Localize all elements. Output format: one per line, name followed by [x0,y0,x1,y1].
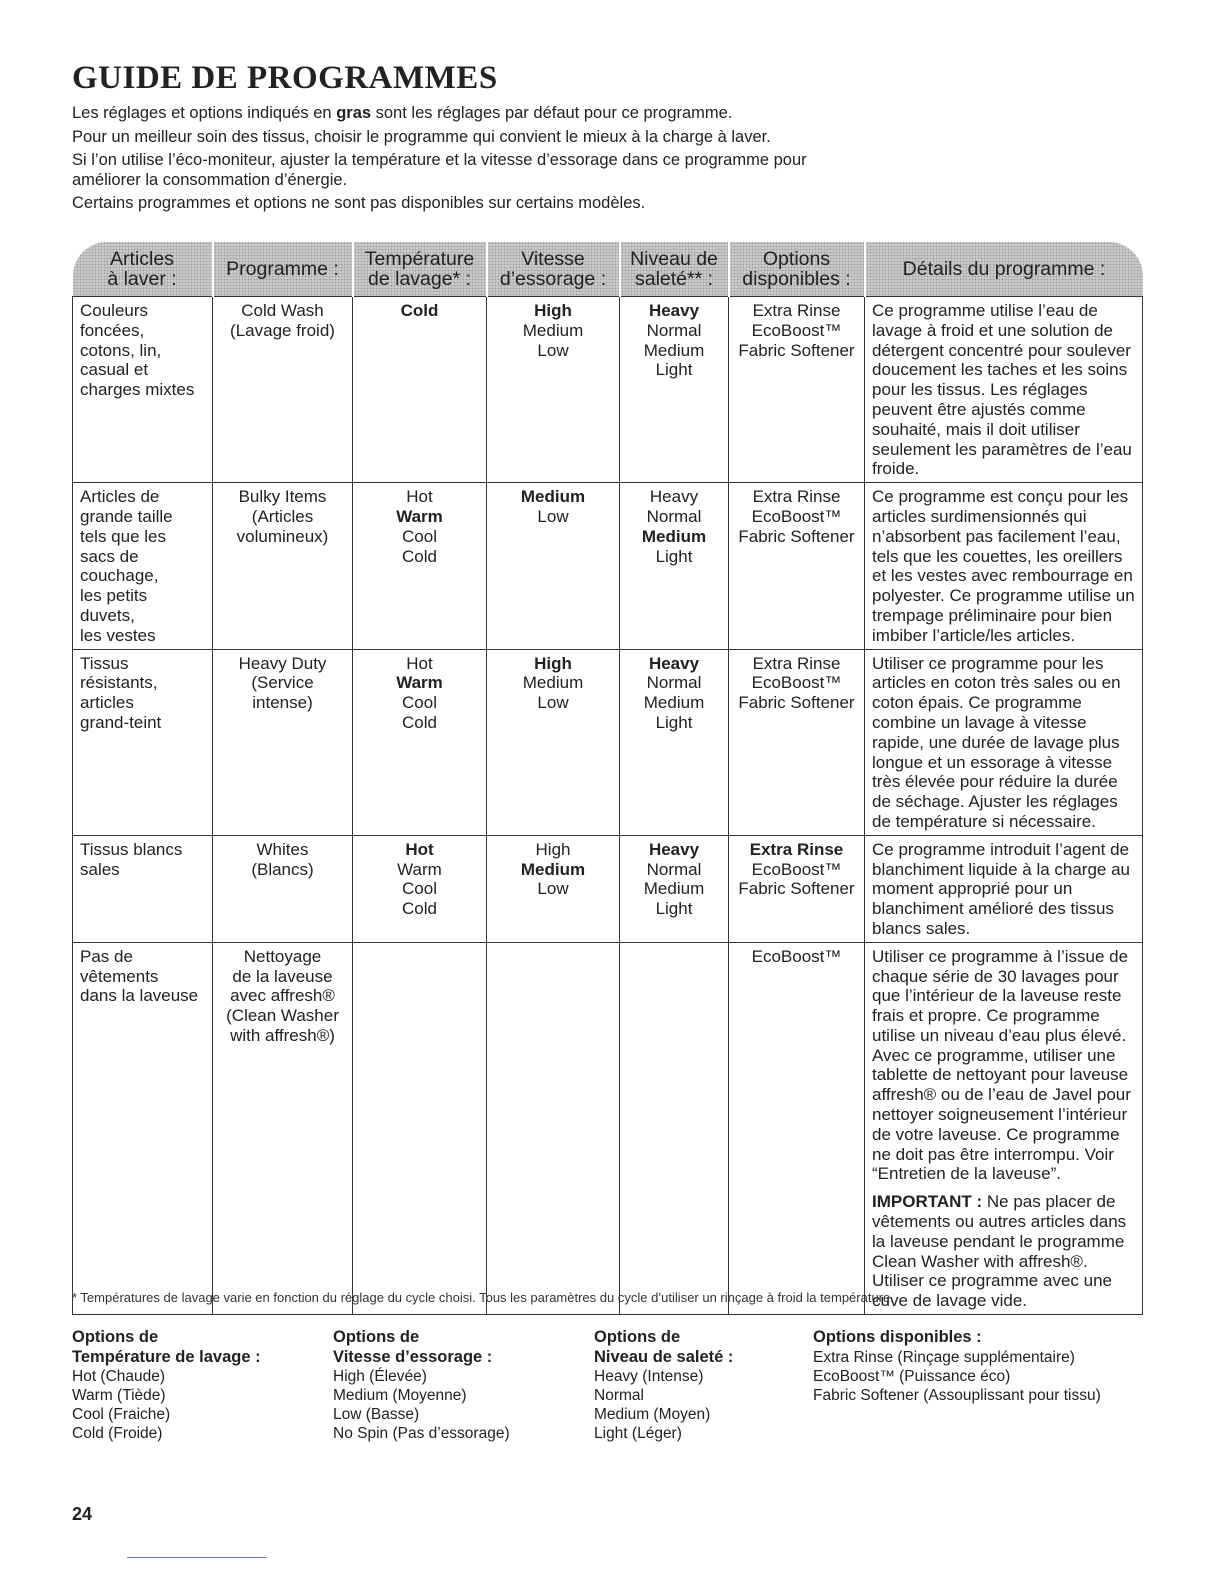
soil-value: Normal [646,320,702,340]
legend-soil-options [594,1328,733,1443]
column-header-line: Détails du programme : [902,258,1106,280]
column-header-line: de lavage* : [368,268,471,290]
table-row [73,483,1143,649]
cell-details [865,835,1143,942]
cell-details [865,942,1143,1314]
cell-programme [213,483,353,649]
soil-value: Light [655,899,693,919]
spin-value: Low [537,879,569,899]
intro-paragraphs [72,104,872,218]
programme-line: (Lavage froid) [230,320,335,340]
details-text: Ce programme introduit l’agent de blanchiment liquide à la charge au moment approprié pour un blanchiment amélioré des tissus blancs sales. [872,839,1131,938]
temperature-value: Warm [396,673,443,693]
option-value: Fabric Softener [738,879,855,899]
articles-line: Tissus blancs [80,839,183,859]
cell-articles [73,649,213,835]
cell-temperature [353,649,487,835]
cell-spin-speed [487,942,620,1314]
programme-table [72,242,1143,1315]
legend-item: Normal [594,1387,644,1404]
table-header-row [73,242,1143,297]
articles-line: vêtements [80,966,159,986]
programme-line: Nettoyage [243,946,322,966]
articles-line: couchage, [80,566,159,586]
important-label: IMPORTANT : [872,1192,983,1212]
column-header [73,242,213,297]
option-value: Extra Rinse [749,839,844,859]
spin-value: Medium [522,320,584,340]
temperature-value: Warm [396,506,443,526]
spin-value: Low [537,340,569,360]
cell-programme [213,297,353,483]
soil-value: Normal [646,859,702,879]
cell-spin-speed [487,483,620,649]
legend-item: High (Élevée) [333,1368,427,1385]
legend-heading-line: Niveau de saleté : [594,1347,734,1366]
column-header-line: Température [364,248,475,270]
legend-item: Cold (Froide) [72,1425,163,1442]
articles-line: dans la laveuse [80,986,199,1006]
spin-value: High [534,301,572,320]
articles-line: Pas de [80,946,133,966]
column-header [729,242,865,297]
programme-line: Heavy Duty [238,653,327,673]
articles-line: grande taille [80,506,173,526]
option-value: Extra Rinse [752,301,841,320]
soil-value: Medium [643,340,705,360]
articles-line: Tissus [80,653,129,673]
legend-item: Medium (Moyenne) [333,1387,467,1404]
legend-item: Hot (Chaude) [72,1368,166,1385]
cell-details [865,483,1143,649]
temperature-value: Hot [406,653,433,673]
temperature-value: Cold [400,301,439,320]
legend-heading-line: Options de [333,1328,420,1346]
option-value: Fabric Softener [738,693,855,713]
articles-line: grand-teint [80,712,162,732]
spin-value: Medium [522,673,584,693]
articles-line: charges mixtes [80,380,195,400]
articles-line: cotons, lin, [80,340,162,360]
programme-line: with affresh®) [230,1025,335,1045]
cell-articles [73,835,213,942]
cell-options [729,942,865,1314]
legend-item: Fabric Softener (Assouplissant pour tissu) [813,1386,1101,1404]
soil-value: Light [655,546,693,566]
soil-value: Medium [643,879,705,899]
column-header-line: saleté** : [634,268,714,290]
cell-soil-level [620,649,729,835]
option-value: Extra Rinse [752,653,841,673]
column-header-line: Vitesse [521,248,585,270]
legend-spin-options [333,1328,510,1443]
cell-temperature [353,483,487,649]
articles-line: résistants, [80,673,158,693]
column-header-line: d’essorage : [499,268,607,290]
articles-line: les vestes [80,625,156,645]
soil-value: Normal [646,506,702,526]
legend-item: Extra Rinse (Rinçage supplémentaire) [813,1348,1075,1366]
cell-details [865,649,1143,835]
option-value: EcoBoost™ [751,506,842,526]
option-value: EcoBoost™ [751,320,842,340]
temperature-value: Warm [397,859,442,879]
soil-value: Heavy [649,487,699,507]
soil-value: Light [655,360,693,380]
column-header-line: Options [762,248,831,270]
cell-options [729,649,865,835]
programme-line: Cold Wash [241,301,324,320]
intro-line: Pour un meilleur soin des tissus, choisir le programme qui convient le mieux à la charge à laver. [72,127,771,146]
articles-line: les petits [80,586,148,606]
option-value: Extra Rinse [752,487,841,507]
articles-line: sales [80,859,120,879]
cell-spin-speed [487,649,620,835]
legend-item: Light (Léger) [594,1425,682,1442]
cell-spin-speed [487,297,620,483]
option-value: EcoBoost™ [751,673,842,693]
cell-soil-level [620,835,729,942]
intro-line: Certains programmes et options ne sont pas disponibles sur certains modèles. [72,194,646,212]
details-text: Ce programme utilise l’eau de lavage à froid et une solution de détergent concentré pour soulever doucement les taches et les soins pour les tissus. Les réglages peuvent être ajustés comme souhaité, mais il doit utiliser seulement les paramètres de l’eau froide. [872,301,1132,479]
table-row [73,835,1143,942]
column-header-line: Niveau de [630,248,718,270]
cell-articles [73,942,213,1314]
cell-soil-level [620,483,729,649]
programme-line: (Clean Washer [226,1006,339,1026]
intro-line: Les réglages et options indiqués en gras sont les réglages par défaut pour ce programme. [72,104,733,122]
soil-value: Heavy [648,301,700,320]
programme-line: (Blancs) [251,859,314,879]
articles-line: duvets, [80,605,135,625]
articles-line: sacs de [80,546,139,566]
temperature-value: Cold [402,712,437,732]
programme-line: avec affresh® [230,986,335,1006]
cell-details [865,297,1143,483]
cell-temperature [353,835,487,942]
soil-value: Heavy [648,653,700,673]
cell-options [729,297,865,483]
cell-spin-speed [487,835,620,942]
cell-programme [213,942,353,1314]
spin-value: Medium [520,487,586,507]
details-text: Ce programme est conçu pour les articles surdimensionnés qui n’absorbent pas facilement l’eau, tels que les couettes, les oreillers et les vestes avec rembourrage en polyester. Ce programme utilise un trempage préliminaire pour bien imbiber l’article/les articles. [872,487,1135,645]
legend-heading-line: Température de lavage : [72,1347,261,1366]
option-value: Fabric Softener [738,526,855,546]
important-note [872,1192,1136,1311]
temperature-value: Cold [402,899,437,919]
soil-value: Medium [641,526,707,546]
option-value: Fabric Softener [738,340,855,360]
spin-value: High [535,839,571,859]
legend-item: Cool (Fraiche) [72,1406,171,1423]
legend-item: Medium (Moyen) [594,1406,711,1423]
cell-soil-level [620,942,729,1314]
programme-line: Whites [256,839,309,859]
articles-line: foncées, [80,320,145,340]
programme-line: intense) [252,693,313,713]
table-row [73,297,1143,483]
column-header-line: Articles [110,248,174,270]
temperature-value: Cool [402,879,437,899]
cell-temperature [353,297,487,483]
spin-value: High [534,653,572,673]
articles-line: casual et [80,360,149,380]
cell-programme [213,649,353,835]
legend-item: EcoBoost™ (Puissance éco) [813,1367,1011,1385]
spin-value: Low [537,506,569,526]
table-row [73,942,1143,1314]
option-value: EcoBoost™ [751,859,842,879]
legend-item: No Spin (Pas d’essorage) [333,1425,510,1442]
cell-temperature [353,942,487,1314]
option-value: EcoBoost™ [751,946,842,966]
soil-value: Light [655,712,693,732]
column-header-line: à laver : [107,268,177,290]
page-number: 24 [72,1504,93,1524]
details-text: Utiliser ce programme à l’issue de chaque série de 30 lavages pour que l’intérieur de la laveuse reste frais et propre. Ce programme utilise un niveau d’eau plus élevé. Avec ce programme, utiliser une tablette de nettoyant pour laveuse affresh® ou de l’eau de Javel pour nettoyer soigneusement l’intérieur de votre laveuse. Ce programme ne doit pas être interrompu. Voir “Entretien de la laveuse”. [872,946,1131,1184]
temperature-value: Hot [405,839,434,859]
legend-heading-line: Options disponibles : [813,1328,982,1346]
soil-value: Normal [646,673,702,693]
soil-value: Heavy [648,839,700,859]
bottom-rule [127,1557,267,1558]
legend-temperature-options [72,1328,261,1443]
column-header [865,242,1143,297]
cell-soil-level [620,297,729,483]
soil-value: Medium [643,693,705,713]
column-header-line: disponibles : [742,268,851,290]
temperature-value: Cool [402,693,437,713]
column-header [487,242,620,297]
legend-heading-line: Vitesse d’essorage : [333,1347,493,1366]
articles-line: articles [80,693,134,713]
cell-articles [73,297,213,483]
spin-value: Low [537,693,569,713]
cell-articles [73,483,213,649]
cell-options [729,835,865,942]
footnote: * Températures de lavage varie en fonction du réglage du cycle choisi. Tous les paramètres du cycle d’utiliser un rinçage à froid la température. [72,1290,894,1305]
page-title: GUIDE DE PROGRAMMES [72,60,498,96]
column-header [353,242,487,297]
temperature-value: Cold [402,546,437,566]
legend-item: Warm (Tiède) [72,1387,166,1404]
table-body [73,297,1143,1315]
column-header [620,242,729,297]
column-header-line: Programme : [226,258,339,280]
spin-value: Medium [520,859,586,879]
legend-item: Heavy (Intense) [594,1368,704,1385]
programme-line: volumineux) [236,526,329,546]
temperature-value: Cool [402,526,437,546]
articles-line: Articles de [80,487,160,507]
legend-item: Low (Basse) [333,1406,420,1423]
legend-heading-line: Options de [594,1328,681,1346]
programme-line: (Service [251,673,314,693]
column-header [213,242,353,297]
programme-line: de la laveuse [232,966,333,986]
legend-available-options [813,1328,1101,1405]
articles-line: Couleurs [80,301,149,320]
table-row [73,649,1143,835]
intro-line: Si l’on utilise l’éco-moniteur, ajuster la température et la vitesse d’essorage dans ce programme pour améliorer la consommation d’énergie. [72,151,807,189]
cell-options [729,483,865,649]
important-text: Ne pas placer de vêtements ou autres articles dans la laveuse pendant le programme Clean Washer with affresh®. Utiliser ce programme avec une cuve de lavage vide. [872,1192,1127,1311]
legend-heading-line: Options de [72,1328,159,1346]
articles-line: tels que les [80,526,166,546]
bold-keyword: gras [336,104,372,122]
details-text: Utiliser ce programme pour les articles en coton très sales ou en coton épais. Ce programme combine un lavage à vitesse rapide, une durée de lavage plus longue et un essorage à vitesse très élevée pour réduire la durée de séchage. Ajuster les réglages de température si nécessaire. [872,653,1121,831]
programme-line: Bulky Items [238,487,327,507]
programme-line: (Articles [251,506,314,526]
cell-programme [213,835,353,942]
temperature-value: Hot [406,487,433,507]
